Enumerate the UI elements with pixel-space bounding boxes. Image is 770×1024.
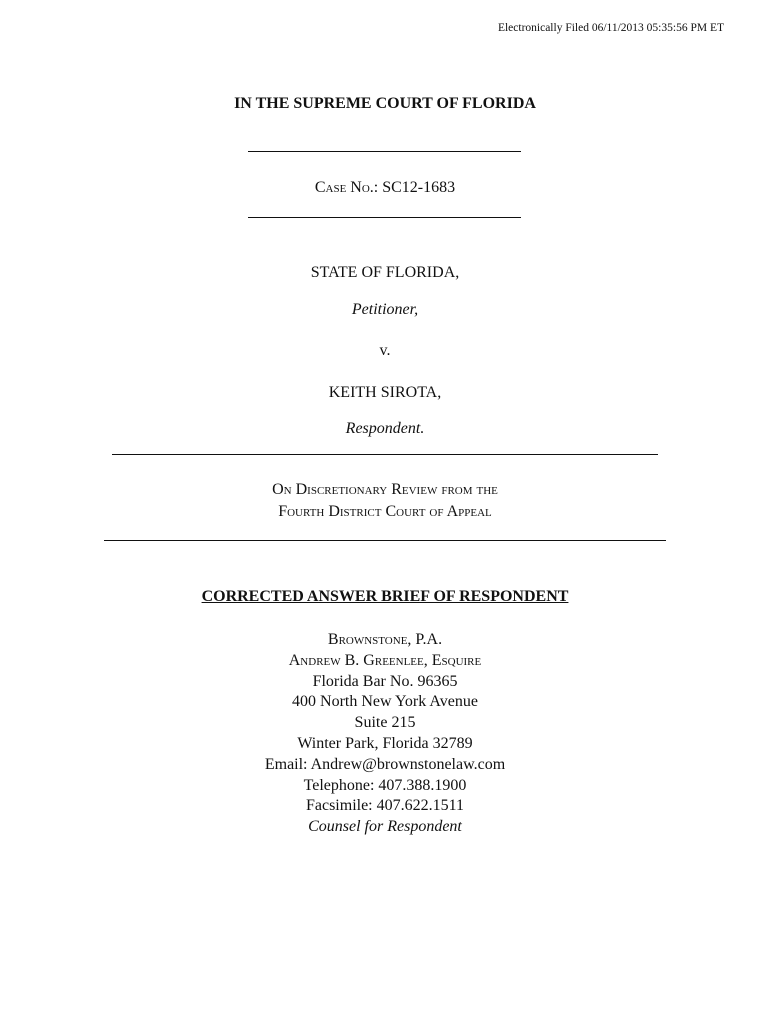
- versus-label: v.: [379, 342, 391, 359]
- respondent-role: Respondent.: [345, 420, 425, 437]
- bar-number: Florida Bar No. 96365: [312, 672, 458, 690]
- review-divider: [104, 540, 666, 541]
- counsel-role: Counsel for Respondent: [308, 818, 462, 836]
- facsimile: Facsimile: 407.622.1511: [305, 797, 465, 815]
- firm-name: Brownstone, P.A.: [327, 631, 443, 648]
- telephone: Telephone: 407.388.1900: [303, 776, 467, 794]
- attorney-name: Andrew B. Greenlee, Esquire: [288, 651, 482, 669]
- review-line-1: On Discretionary Review from the: [272, 481, 498, 498]
- address-line-1: 400 North New York Avenue: [292, 693, 478, 711]
- parties-divider: [112, 454, 658, 455]
- respondent-name: KEITH SIROTA,: [328, 384, 442, 401]
- email: Email: Andrew@brownstonelaw.com: [264, 755, 506, 773]
- review-line-2: Fourth District Court of Appeal: [278, 503, 492, 520]
- brief-title: CORRECTED ANSWER BRIEF OF RESPONDENT: [201, 588, 569, 605]
- city-state-zip: Winter Park, Florida 32789: [297, 734, 473, 752]
- caption-divider-top: [248, 151, 521, 152]
- court-title: IN THE SUPREME COURT OF FLORIDA: [234, 95, 536, 112]
- caption-divider-bottom: [248, 217, 521, 218]
- electronic-filing-stamp: Electronically Filed 06/11/2013 05:35:56 PM ET: [497, 22, 724, 34]
- case-number: Case No.: SC12-1683: [314, 179, 456, 196]
- address-line-2: Suite 215: [354, 714, 416, 732]
- counsel-block: [0, 630, 770, 838]
- petitioner-role: Petitioner,: [351, 301, 419, 318]
- petitioner-name: STATE OF FLORIDA,: [310, 264, 460, 281]
